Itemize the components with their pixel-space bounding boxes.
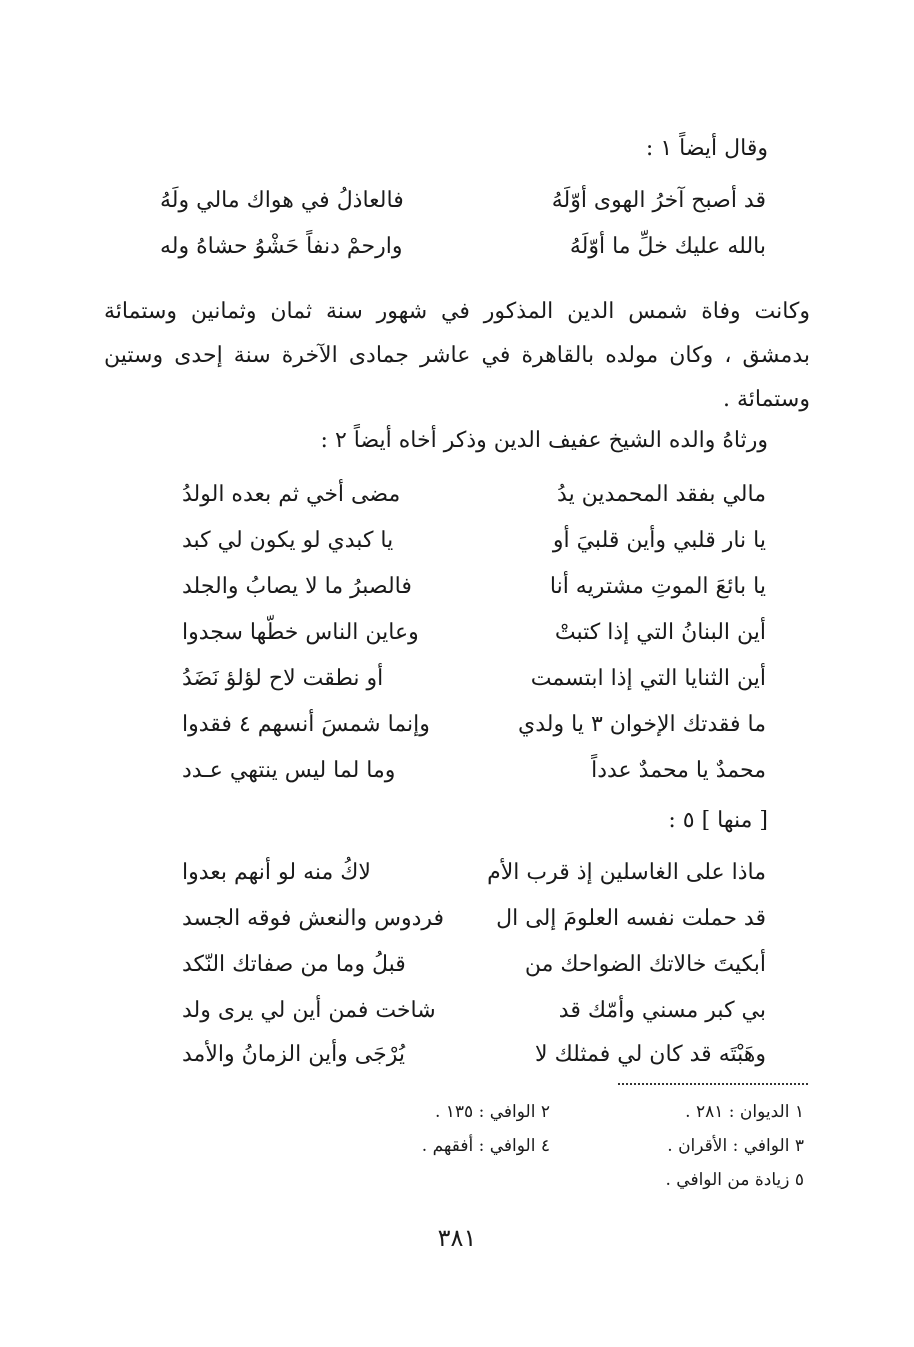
poem-3-verse-2-second-hemistich: فردوس والنعش فوقه الجسد	[182, 906, 445, 931]
poem-3-verse-1-first-hemistich: ماذا على الغاسلين إذ قرب الأم	[487, 860, 766, 885]
page-number: ٣٨١	[437, 1224, 477, 1252]
poem-2-verse-2-second-hemistich: يا كبدي لو يكون لي كبد	[182, 528, 394, 553]
footnote-separator	[618, 1083, 808, 1085]
poem-2-verse-4-first-hemistich: أين البنانُ التي إذا كتبتْ	[554, 620, 766, 645]
footnote-3: ٣ الوافي : الأقران .	[667, 1136, 804, 1156]
poem-3-verse-5-first-hemistich: وهَبْتَه قد كان لي فمثلك لا	[535, 1042, 766, 1067]
poem-1-verse-2-first-hemistich: بالله عليك خلِّ ما أوّلَهُ	[569, 234, 766, 259]
poem-3-verse-4-first-hemistich: بي كبر مسني وأمّك قد	[558, 998, 766, 1023]
heading-minha: [ منها ] ٥ :	[668, 808, 768, 833]
poem-2-verse-5-first-hemistich: أين الثنايا التي إذا ابتسمت	[530, 666, 766, 691]
poem-2-verse-5-second-hemistich: أو نطقت لاح لؤلؤ نَضَدُ	[182, 666, 384, 691]
heading-elegy: ورثاهُ والده الشيخ عفيف الدين وذكر أخاه أيضاً ٢ :	[320, 428, 768, 453]
poem-3-verse-1-second-hemistich: لاكُ منه لو أنهم بعدوا	[182, 860, 371, 885]
poem-1-verse-1-second-hemistich: فالعاذلُ في هواك مالي ولَهُ	[160, 188, 404, 213]
poem-1-verse-2-second-hemistich: وارحمْ دنفاً حَشْوُ حشاهُ وله	[160, 234, 403, 259]
poem-2-verse-3-second-hemistich: فالصبرُ ما لا يصابُ والجلد	[182, 574, 412, 599]
heading-wa-qala-aydan: وقال أيضاً ١ :	[645, 136, 768, 161]
poem-2-verse-3-first-hemistich: يا بائعَ الموتِ مشتريه أنا	[549, 574, 766, 599]
poem-3-verse-2-first-hemistich: قد حملت نفسه العلومَ إلى ال	[496, 906, 766, 931]
poem-2-verse-6-first-hemistich: ما فقدتك الإخوان ٣ يا ولدي	[518, 712, 766, 737]
poem-2-verse-1-second-hemistich: مضى أخي ثم بعده الولدُ	[182, 482, 401, 507]
poem-2-verse-6-second-hemistich: وإنما شمسَ أنسهم ٤ فقدوا	[182, 712, 430, 737]
poem-2-verse-1-first-hemistich: مالي بفقد المحمدين يدُ	[557, 482, 766, 507]
poem-3-verse-4-second-hemistich: شاخت فمن أين لي يرى ولد	[182, 998, 436, 1023]
footnote-5: ٥ زيادة من الوافي .	[665, 1170, 804, 1190]
poem-2-verse-4-second-hemistich: وعاين الناس خطّها سجدوا	[182, 620, 419, 645]
footnote-2: ٢ الوافي : ١٣٥ .	[434, 1102, 550, 1122]
poem-3-verse-5-second-hemistich: يُرْجَى وأين الزمانُ والأمد	[182, 1042, 405, 1067]
paragraph-death-of-shams-al-din: وكانت وفاة شمس الدين المذكور في شهور سنة ثمان وثمانين وستمائة بدمشق ، وكان مولده بالقاهرة في عاشر جمادى الآخرة سنة إحدى وستين وستمائة .	[104, 299, 810, 412]
poem-2-verse-7-second-hemistich: وما لما ليس ينتهي عـدد	[182, 758, 396, 783]
footnote-1: ١ الديوان : ٢٨١ .	[685, 1102, 804, 1122]
poem-1-verse-1-first-hemistich: قد أصبح آخرُ الهوى أوّلَهُ	[551, 188, 766, 213]
poem-2-verse-2-first-hemistich: يا نار قلبي وأين قلبيَ أو	[552, 528, 766, 553]
poem-2-verse-7-first-hemistich: محمدٌ يا محمدٌ عدداً	[591, 758, 766, 783]
poem-3-verse-3-second-hemistich: قبلُ وما من صفاتك النّكد	[182, 952, 406, 977]
poem-3-verse-3-first-hemistich: أبكيتَ خالاتك الضواحك من	[524, 952, 766, 977]
footnote-4: ٤ الوافي : أفقهم .	[421, 1136, 550, 1156]
